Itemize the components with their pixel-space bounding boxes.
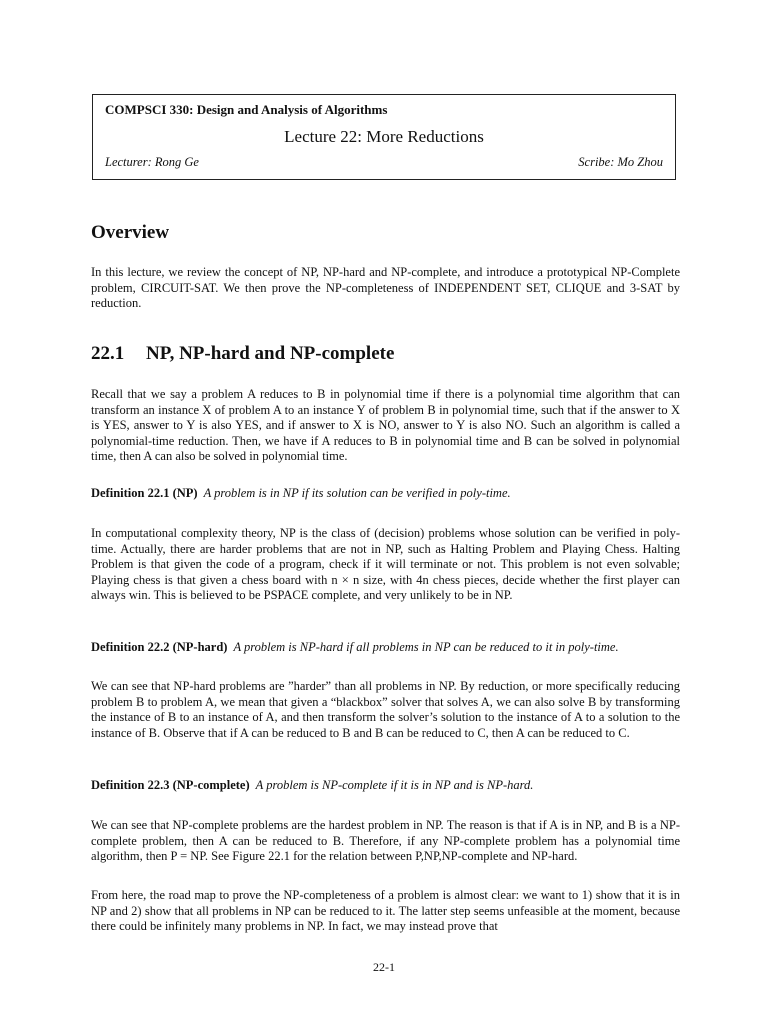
intro-paragraph: Recall that we say a problem A reduces to B in polynomial time if there is a polynomial time algorithm that can transform an instance X of problem A to an instance Y of problem B in polynomial time, such that if the answer to X is YES, answer to Y is also YES, and if answer to X is NO, answer to Y is also NO. Such an algorithm is called a polynomial-time reduction. Then, we have if A reduces to B in polynomial time and B can be solved in polynomial time, then A can also be solved in polynomial time. — [91, 387, 680, 464]
lecture-header-box — [92, 94, 676, 180]
definition-np — [91, 486, 691, 502]
definition-np-body: A problem is in NP if its solution can be verified in poly-time. — [203, 486, 511, 500]
np-hard-paragraph: We can see that NP-hard problems are ”harder” than all problems in NP. By reduction, or more specifically reducing problem B to problem A, we mean that given a “blackbox” solver that solves A, we can also solve B by transforming the instance of B to an instance of A, and then transform the solver’s solution to the instance of A to a solution to the instance of B. Observe that if A can be reduced to B and B can be reduced to C, then A can be reduced to C. — [91, 679, 680, 740]
definition-np-label: Definition 22.1 (NP) — [91, 486, 198, 500]
lecturer-name: Lecturer: Rong Ge — [105, 155, 199, 169]
definition-np-complete-label: Definition 22.3 (NP-complete) — [91, 778, 250, 792]
section-heading — [91, 343, 394, 365]
definition-np-complete-body: A problem is NP-complete if it is in NP and is NP-hard. — [255, 778, 534, 792]
complexity-paragraph: In computational complexity theory, NP is the class of (decision) problems whose solution can be verified in poly-time. Actually, there are harder problems that are not in NP, such as Halting Problem and Playing Chess. Halting Problem is that given the code of a program, check if it will terminate or not. This problem is not even solvable; Playing chess is that given a chess board with n × n size, with 4n chess pieces, decide whether the first player can always win. This is believed to be PSPACE complete, and very unlikely to be in NP. — [91, 526, 680, 603]
definition-np-hard-body: A problem is NP-hard if all problems in NP can be reduced to it in poly-time. — [233, 640, 619, 654]
page-number: 22-1 — [373, 960, 395, 974]
definition-np-complete — [91, 778, 691, 794]
definition-np-hard — [91, 640, 691, 656]
np-complete-paragraph: We can see that NP-complete problems are the hardest problem in NP. The reason is that if A is in NP, and B is a NP-complete problem, then A can be reduced to B. Therefore, if any NP-complete problem has a polynomial time algorithm, then P = NP. See Figure 22.1 for the relation between P,NP,NP-complete and NP-hard. — [91, 818, 680, 864]
scribe-name: Scribe: Mo Zhou — [578, 155, 663, 169]
definition-np-hard-label: Definition 22.2 (NP-hard) — [91, 640, 228, 654]
overview-paragraph: In this lecture, we review the concept of NP, NP-hard and NP-complete, and introduce a prototypical NP-Complete problem, CIRCUIT-SAT. We then prove the NP-completeness of INDEPENDENT SET, CLIQUE and 3-SAT by reduction. — [91, 265, 680, 311]
course-title: COMPSCI 330: Design and Analysis of Algorithms — [105, 102, 388, 117]
section-title: NP, NP-hard and NP-complete — [146, 343, 395, 364]
lecture-title: Lecture 22: More Reductions — [284, 127, 484, 146]
roadmap-paragraph: From here, the road map to prove the NP-completeness of a problem is almost clear: we want to 1) show that it is in NP and 2) show that all problems in NP can be reduced to it. The latter step seems unfeasible at the moment, because there could be infinitely many problems in NP. In fact, we may instead prove that — [91, 888, 680, 934]
overview-heading: Overview — [91, 222, 170, 243]
section-number: 22.1 — [91, 343, 125, 364]
